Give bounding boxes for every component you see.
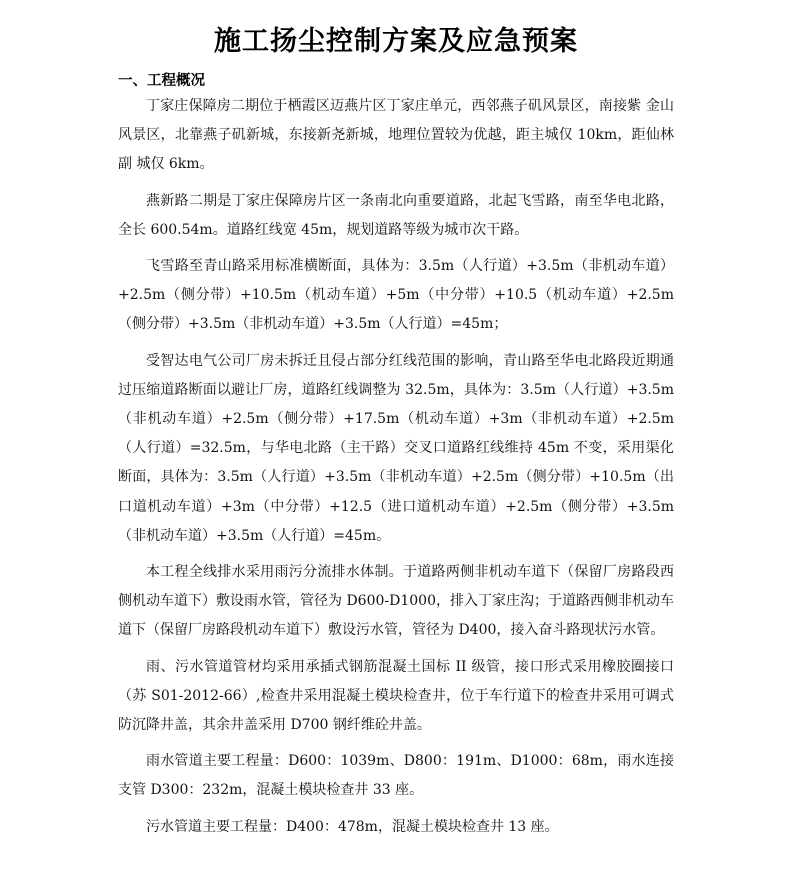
paragraph-location: 丁家庄保障房二期位于栖霞区迈燕片区丁家庄单元，西邻燕子矶风景区，南接紫 金山风景区，北靠燕子矶新城，东接新尧新城，地理位置较为优越，距主城仅 10km，距仙林副 城仅 6km。 [118, 98, 674, 173]
paragraph-standard-cross-section: 飞雪路至青山路采用标准横断面，具体为：3.5m（人行道）+3.5m（非机动车道）+2.5m（侧分带）+10.5m（机动车道）+5m（中分带）+10.5（机动车道）+2.5m（侧分带）+3.5m（非机动车道）+3.5m（人行道）=45m； [118, 258, 674, 333]
paragraph-drainage-system: 本工程全线排水采用雨污分流排水体制。于道路两侧非机动车道下（保留厂房路段西侧机动车道下）敷设雨水管，管径为 D600-D1000，排入丁家庄沟；于道路西侧非机动车道下（保留厂房路段机动车道下）敷设污水管，管径为 D400，接入奋斗路现状污水管。 [118, 564, 674, 639]
section-heading: 一、工程概况 [118, 73, 205, 89]
paragraph-rainwater-quantities: 雨水管道主要工程量：D600：1039m、D800：191m、D1000：68m，雨水连接支管 D300：232m，混凝土模块检查井 33 座。 [118, 753, 674, 799]
paragraph-sewage-quantities: 污水管道主要工程量：D400：478m，混凝土模块检查井 13 座。 [146, 818, 559, 835]
document-title: 施工扬尘控制方案及应急预案 [214, 26, 578, 57]
paragraph-adjusted-cross-section: 受智达电气公司厂房未拆迁且侵占部分红线范围的影响，青山路至华电北路段近期通过压缩道路断面以避让厂房，道路红线调整为 32.5m，具体为：3.5m（人行道）+3.5m（非机动车道）+2.5m（侧分带）+17.5m（机动车道）+3m（非机动车道）+2.5m（人行道）=32.5m，与华电北路（主干路）交叉口道路红线维持 45m 不变，采用渠化断面，具体为：3.5m（人行道）+3.5m（非机动车道）+2.5m（侧分带）+10.5m（出口道机动车道）+3m（中分带）+12.5（进口道机动车道）+2.5m（侧分带）+3.5m（非机动车道）+3.5m（人行道）=45m。 [118, 352, 674, 544]
paragraph-pipe-materials: 雨、污水管道管材均采用承插式钢筋混凝土国标 II 级管，接口形式采用橡胶圈接口（苏 S01-2012-66）,检查井采用混凝土模块检查井，位于车行道下的检查井采用可调式防沉降井盖，其余井盖采用 D700 钢纤维砼井盖。 [118, 658, 674, 734]
document-body [118, 92, 674, 849]
paragraph-road-overview: 燕新路二期是丁家庄保障房片区一条南北向重要道路，北起飞雪路，南至华电北路，全长 600.54m。道路红线宽 45m，规划道路等级为城市次干路。 [118, 192, 674, 238]
